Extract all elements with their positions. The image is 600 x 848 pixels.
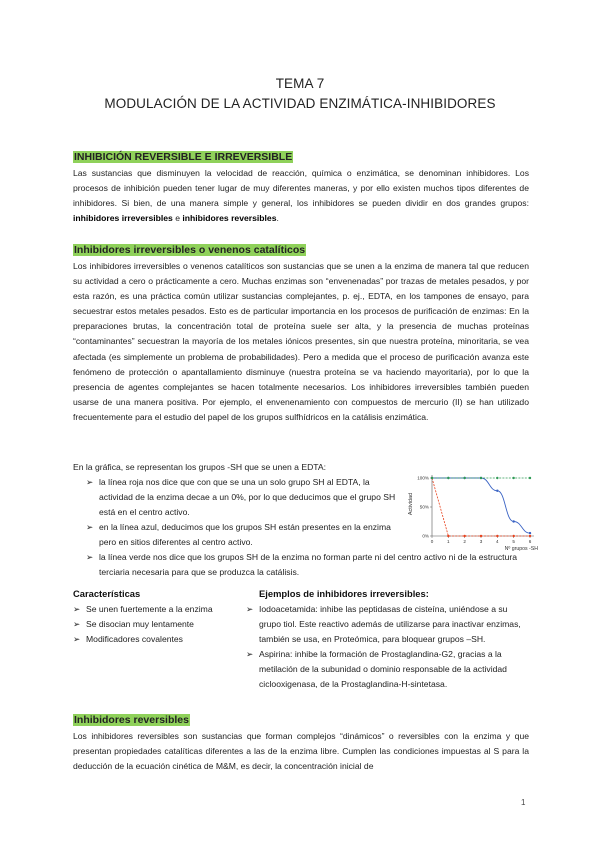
chart-x-tick-label: 6: [528, 539, 532, 544]
chart-y-tick-label: 50%: [419, 504, 429, 510]
chart-point-verde: [496, 477, 498, 479]
graph-bullet-blue: ➢ en la línea azul, deducimos que los grupos SH están presentes en la enzima pero en sitios diferentes al centro activo.: [86, 522, 391, 548]
graph-bullet-green: la línea verde nos dice que los grupos SH de la enzima no forman parte ni del centro activo ni de la estructura terciaria necesaria para que se produzca la catálisis.: [99, 552, 517, 578]
chart-x-tick-label: 2: [463, 539, 466, 544]
chart-point-roja: [463, 535, 465, 537]
chart-ylabel: Actividad: [408, 492, 414, 516]
sh-activity-chart: [402, 468, 542, 558]
chart-point-verde: [447, 477, 449, 479]
section-heading-irreversibles: Inhibidores irreversibles o venenos catalíticos: [74, 244, 306, 256]
section-irreversibles-paragraph: Los inhibidores irreversibles o venenos catalíticos son sustancias que se unen a la enzima de manera tal que reducen su actividad a cero o prácticamente a cero. Muchas enzimas son “envenenadas” por trazas de metales pesados, y por esta razón, es una práctica común utilizar sustancias complejantes, p. ej., EDTA, en los tampones de ensayo, para secuestrar estos metales pesados. Esto es de particular importancia en los procesos de purificación de enzimas: En la preparaciones brutas, la concentración total de proteína suele ser alta, y la presencia de muchas proteínas “contaminantes” secuestran la mayoría de los metales iónicos presentes, sin que nuestra proteína, minoritaria, se vea afectada (es simplemente un problema de probabilidades). Pero a medida que el proceso de purificación avanza este fenómeno de protección o apantallamiento disminuye (nuestra proteína se va haciendo mayoritaria), por lo que la presencia de agentes complejantes se hacen totalmente necesarios. Los inhibidores irreversibles también pueden usarse de una manera positiva. Por ejemplo, el envenenamiento con compuestos de mercurio (II) se han utilizado frecuentemente para el estudio del papel de los grupos sulfhídricos en la catálisis enzimática.: [73, 261, 529, 422]
chart-point-azul: [496, 490, 498, 492]
chart-line-roja: [432, 478, 530, 536]
example-item-iodoacetamida: ➢ Iodoacetamida: inhibe las peptidasas de cisteína, uniéndose a su grupo tiol. Este reactivo además de utilizarse para inactivar enzimas, también se usa, en Proteómica, para bloquear grupos –SH.: [246, 604, 521, 645]
characteristics-heading: Características: [73, 588, 141, 599]
chart-point-azul: [512, 520, 514, 522]
chart-point-verde: [512, 477, 514, 479]
section-reversibles-paragraph: Los inhibidores reversibles son sustancias que forman complejos “dinámicos” o reversibles con la enzima y que presentan propiedades catalíticas diferentes a las de la enzima libre. Cumplen las condiciones impuestas al S para la deducción de la ecuación cinética de M&M, es decir, la concentración inicial de: [73, 731, 529, 772]
examples-heading: Ejemplos de inhibidores irreversibles:: [259, 588, 429, 599]
characteristic-item: ➢ Se disocian muy lentamente: [73, 619, 194, 630]
bold-reversibles: inhibidores reversibles: [182, 213, 277, 224]
chart-series-azul: [431, 477, 531, 535]
page-title: MODULACIÓN DE LA ACTIVIDAD ENZIMÁTICA-INHIBIDORES: [104, 96, 496, 111]
chart-x-tick-label: 1: [447, 539, 450, 544]
chart-x-tick-label: 0: [430, 539, 434, 544]
chart-x-tick-label: 4: [496, 539, 499, 544]
chart-y-tick-label: 100%: [417, 475, 429, 481]
graph-bullets: [86, 475, 398, 550]
chart-point-azul: [529, 532, 531, 534]
chart-point-verde: [431, 477, 433, 479]
chart-point-roja: [529, 535, 531, 537]
chart-point-verde: [529, 477, 531, 479]
chart-series-roja: [431, 477, 531, 537]
characteristics-list: [73, 602, 248, 647]
bold-irreversibles: inhibidores irreversibles: [73, 213, 173, 224]
chart-series-verde: [431, 477, 531, 479]
tema-number: TEMA 7: [275, 76, 325, 91]
characteristic-item: ➢ Modificadores covalentes: [73, 634, 183, 645]
graph-intro: En la gráfica, se representan los grupos -SH que se unen a EDTA:: [73, 462, 327, 472]
characteristic-item: ➢ Se unen fuertemente a la enzima: [73, 604, 213, 614]
chart-point-roja: [447, 535, 449, 537]
section-inhibicion-paragraph: Las sustancias que disminuyen la velocidad de reacción, química o enzimática, se denominan inhibidores. Los procesos de inhibición pueden tener lugar de muy diferentes maneras, y por ello existen muchos tipos diferentes de inhibidores. Si bien, de una manera simple y general, los inhibidores se pueden dividir en dos grandes grupos: inhibidores irreversibles e inhibidores reversibles.: [73, 168, 529, 224]
chart-xlabel: Nº grupos -SH: [504, 546, 538, 552]
chart-point-verde: [480, 477, 482, 479]
chart-x-tick-label: 3: [479, 539, 483, 544]
graph-bullet-green-top: ➢ la línea verde nos dice que los grupos SH de la enzima no forman parte ni del centro activo ni de la estructura terciaria necesaria para que se produzca la catálisis.: [86, 550, 398, 580]
chart-point-roja: [512, 535, 514, 537]
section-heading-inhibicion: INHIBICIÓN REVERSIBLE E IRREVERSIBLE: [74, 151, 293, 163]
chart-line-azul: [432, 478, 530, 533]
examples-list: [246, 602, 531, 693]
section-heading-reversibles: Inhibidores reversibles: [74, 714, 189, 726]
chart-point-roja: [496, 535, 498, 537]
graph-bullet-red: ➢ la línea roja nos dice que con que se una un solo grupo SH al EDTA, la actividad de la enzima decae a un 0%, por lo que deducimos que el grupo SH está en el centro activo.: [86, 477, 396, 518]
chart-point-roja: [480, 535, 482, 537]
example-item-aspirina: ➢ Aspirina: inhibe la formación de Prostaglandina-G2, gracias a la metilación de la subunidad o dominio responsable de la actividad ciclooxigenasa, de la Prostaglandina-H-sintetasa.: [246, 649, 507, 690]
chart-x-tick-label: 5: [512, 539, 515, 544]
chart-point-verde: [463, 477, 465, 479]
page-number: 1: [521, 798, 526, 807]
chart-y-tick-label: 0%: [422, 533, 429, 539]
